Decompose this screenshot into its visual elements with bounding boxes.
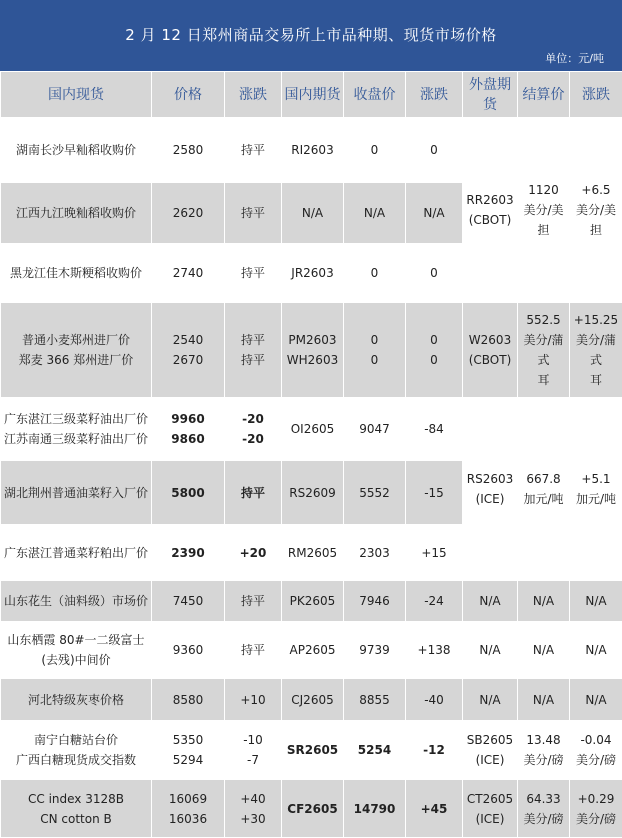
futures-close: 9047 xyxy=(344,398,406,461)
spot-name-line: (去残)中间价 xyxy=(3,650,149,670)
column-header-row xyxy=(1,72,622,118)
col-header-foreign-futures: 外盘期货 xyxy=(463,72,518,118)
spot-name: 江西九江晚籼稻收购价 xyxy=(1,183,152,244)
spot-name: 湖南长沙早籼稻收购价 xyxy=(1,118,152,183)
col-header-close: 收盘价 xyxy=(344,72,406,118)
spot-price: 2740 xyxy=(152,244,225,303)
foreign-futures: N/A xyxy=(463,581,518,622)
spot-name-line: 普通小麦郑州进厂价 xyxy=(3,330,149,350)
spot-change xyxy=(225,780,282,838)
spot-price xyxy=(152,398,225,461)
col-header-price: 价格 xyxy=(152,72,225,118)
foreign-futures xyxy=(463,118,518,303)
spot-name xyxy=(1,721,152,780)
futures-change xyxy=(406,303,463,398)
futures-contract-line: PM2603 xyxy=(284,330,341,350)
spot-price-line: 5294 xyxy=(154,750,222,770)
col-header-futures-change: 涨跌 xyxy=(406,72,463,118)
foreign-contract: CT2605 xyxy=(465,789,515,809)
table-row xyxy=(1,303,622,398)
table-row xyxy=(1,118,622,183)
settle-change xyxy=(570,780,622,838)
futures-close-line: 0 xyxy=(346,330,403,350)
futures-contract: PK2605 xyxy=(282,581,344,622)
futures-contract: CF2605 xyxy=(282,780,344,838)
settle-price: N/A xyxy=(518,581,570,622)
spot-price: 2620 xyxy=(152,183,225,244)
futures-change: 0 xyxy=(406,244,463,303)
spot-price-line: 9960 xyxy=(154,409,222,429)
settle-change-unit: 美分/美担 xyxy=(572,200,620,240)
spot-name: 广东湛江普通菜籽粕出厂价 xyxy=(1,525,152,581)
spot-change: 持平 xyxy=(225,118,282,183)
futures-change: +15 xyxy=(406,525,463,581)
futures-contract: SR2605 xyxy=(282,721,344,780)
settle-unit: 美分/蒲式 xyxy=(520,330,567,370)
settle-change: N/A xyxy=(570,581,622,622)
futures-change: -24 xyxy=(406,581,463,622)
settle-price xyxy=(518,721,570,780)
spot-name: 山东花生（油料级）市场价 xyxy=(1,581,152,622)
settle-change-unit: 美分/磅 xyxy=(572,750,620,770)
settle-change-unit: 加元/吨 xyxy=(572,489,620,509)
col-header-domestic-spot: 国内现货 xyxy=(1,72,152,118)
spot-price-line: 16036 xyxy=(154,809,222,829)
spot-price: 2580 xyxy=(152,118,225,183)
spot-name-line: 郑麦 366 郑州进厂价 xyxy=(3,350,149,370)
settle-change-unit: 耳 xyxy=(572,370,620,390)
spot-price xyxy=(152,721,225,780)
settle-change xyxy=(570,118,622,303)
spot-price: 2390 xyxy=(152,525,225,581)
settle-change-value: +5.1 xyxy=(572,469,620,489)
futures-contract xyxy=(282,303,344,398)
table-row xyxy=(1,581,622,622)
futures-change: N/A xyxy=(406,183,463,244)
futures-change: -40 xyxy=(406,679,463,721)
futures-change: -15 xyxy=(406,461,463,525)
futures-close: 14790 xyxy=(344,780,406,838)
spot-name: 河北特级灰枣价格 xyxy=(1,679,152,721)
foreign-futures xyxy=(463,303,518,398)
futures-contract: RS2609 xyxy=(282,461,344,525)
futures-contract: RM2605 xyxy=(282,525,344,581)
settle-change xyxy=(570,303,622,398)
spot-name-line: CC index 3128B xyxy=(3,789,149,809)
spot-name: 黑龙江佳木斯粳稻收购价 xyxy=(1,244,152,303)
settle-value: 552.5 xyxy=(520,310,567,330)
futures-contract: N/A xyxy=(282,183,344,244)
spot-name-line: 山东栖霞 80#一二级富士 xyxy=(3,630,149,650)
futures-change: -84 xyxy=(406,398,463,461)
futures-close: N/A xyxy=(344,183,406,244)
spot-name xyxy=(1,780,152,838)
spot-price-line: 2670 xyxy=(154,350,222,370)
futures-contract: JR2603 xyxy=(282,244,344,303)
foreign-futures xyxy=(463,721,518,780)
foreign-exchange: (CBOT) xyxy=(465,350,515,370)
futures-close xyxy=(344,303,406,398)
settle-unit: 耳 xyxy=(520,370,567,390)
spot-name-line: 南宁白糖站台价 xyxy=(3,730,149,750)
foreign-contract: SB2605 xyxy=(465,730,515,750)
futures-change-line: 0 xyxy=(408,350,460,370)
futures-close: 5254 xyxy=(344,721,406,780)
spot-change: 持平 xyxy=(225,183,282,244)
futures-change-line: 0 xyxy=(408,330,460,350)
spot-change: 持平 xyxy=(225,622,282,679)
spot-change xyxy=(225,303,282,398)
table-row xyxy=(1,721,622,780)
foreign-exchange: (ICE) xyxy=(465,809,515,829)
col-header-settle: 结算价 xyxy=(518,72,570,118)
spot-change-line: -20 xyxy=(227,429,279,449)
foreign-futures xyxy=(463,398,518,581)
spot-name xyxy=(1,303,152,398)
spot-price: 5800 xyxy=(152,461,225,525)
col-header-settle-change: 涨跌 xyxy=(570,72,622,118)
spot-change xyxy=(225,721,282,780)
price-table xyxy=(0,71,622,838)
spot-change-line: -10 xyxy=(227,730,279,750)
settle-value: 13.48 xyxy=(520,730,567,750)
spot-name xyxy=(1,622,152,679)
futures-contract: RI2603 xyxy=(282,118,344,183)
settle-change: N/A xyxy=(570,679,622,721)
table-header-banner xyxy=(0,0,622,71)
col-header-change: 涨跌 xyxy=(225,72,282,118)
settle-price xyxy=(518,118,570,303)
spot-change xyxy=(225,398,282,461)
spot-change: +10 xyxy=(225,679,282,721)
settle-price xyxy=(518,398,570,581)
futures-contract: AP2605 xyxy=(282,622,344,679)
settle-unit: 加元/吨 xyxy=(520,489,567,509)
spot-price-line: 16069 xyxy=(154,789,222,809)
futures-close: 0 xyxy=(344,118,406,183)
foreign-contract: W2603 xyxy=(465,330,515,350)
foreign-futures: N/A xyxy=(463,679,518,721)
settle-change xyxy=(570,398,622,581)
futures-close: 0 xyxy=(344,244,406,303)
spot-change: 持平 xyxy=(225,461,282,525)
spot-change-line: 持平 xyxy=(227,330,279,350)
futures-close: 7946 xyxy=(344,581,406,622)
futures-change: +45 xyxy=(406,780,463,838)
futures-close-line: 0 xyxy=(346,350,403,370)
futures-close: 2303 xyxy=(344,525,406,581)
settle-price xyxy=(518,303,570,398)
settle-unit: 美分/美担 xyxy=(520,200,567,240)
settle-change-unit: 美分/磅 xyxy=(572,809,620,829)
settle-change-value: +15.25 xyxy=(572,310,620,330)
foreign-exchange: (ICE) xyxy=(465,489,515,509)
spot-change: 持平 xyxy=(225,581,282,622)
table-row xyxy=(1,622,622,679)
futures-contract: CJ2605 xyxy=(282,679,344,721)
table-row xyxy=(1,398,622,461)
foreign-contract: RR2603 xyxy=(465,190,515,210)
spot-price: 9360 xyxy=(152,622,225,679)
table-row xyxy=(1,679,622,721)
spot-price-line: 9860 xyxy=(154,429,222,449)
futures-change: +138 xyxy=(406,622,463,679)
foreign-exchange: (ICE) xyxy=(465,750,515,770)
settle-value: 1120 xyxy=(520,180,567,200)
col-header-domestic-futures: 国内期货 xyxy=(282,72,344,118)
foreign-futures xyxy=(463,780,518,838)
foreign-exchange: (CBOT) xyxy=(465,210,515,230)
spot-name-line: 广西白糖现货成交指数 xyxy=(3,750,149,770)
spot-price: 7450 xyxy=(152,581,225,622)
settle-change-value: -0.04 xyxy=(572,730,620,750)
spot-price: 8580 xyxy=(152,679,225,721)
futures-close: 8855 xyxy=(344,679,406,721)
settle-price: N/A xyxy=(518,622,570,679)
spot-change-line: 持平 xyxy=(227,350,279,370)
futures-close: 5552 xyxy=(344,461,406,525)
spot-name: 湖北荆州普通油菜籽入厂价 xyxy=(1,461,152,525)
foreign-contract: RS2603 xyxy=(465,469,515,489)
settle-price: N/A xyxy=(518,679,570,721)
settle-change xyxy=(570,721,622,780)
settle-unit: 美分/磅 xyxy=(520,809,567,829)
futures-contract-line: WH2603 xyxy=(284,350,341,370)
settle-change: N/A xyxy=(570,622,622,679)
futures-contract: OI2605 xyxy=(282,398,344,461)
spot-change-line: -7 xyxy=(227,750,279,770)
table-row xyxy=(1,780,622,838)
futures-change: 0 xyxy=(406,118,463,183)
futures-close: 9739 xyxy=(344,622,406,679)
settle-value: 667.8 xyxy=(520,469,567,489)
spot-change: +20 xyxy=(225,525,282,581)
spot-price-line: 2540 xyxy=(154,330,222,350)
spot-change-line: +40 xyxy=(227,789,279,809)
foreign-futures: N/A xyxy=(463,622,518,679)
futures-change: -12 xyxy=(406,721,463,780)
settle-change-value: +6.5 xyxy=(572,180,620,200)
settle-change-unit: 美分/蒲式 xyxy=(572,330,620,370)
spot-price-line: 5350 xyxy=(154,730,222,750)
spot-name-line: CN cotton B xyxy=(3,809,149,829)
settle-value: 64.33 xyxy=(520,789,567,809)
spot-change-line: +30 xyxy=(227,809,279,829)
spot-change: 持平 xyxy=(225,244,282,303)
settle-unit: 美分/磅 xyxy=(520,750,567,770)
spot-name-line: 广东湛江三级菜籽油出厂价 xyxy=(3,409,149,429)
spot-name xyxy=(1,398,152,461)
spot-name-line: 江苏南通三级菜籽油出厂价 xyxy=(3,429,149,449)
spot-price xyxy=(152,303,225,398)
unit-label: 单位：元/吨 xyxy=(545,50,604,66)
page-title: 2 月 12 日郑州商品交易所上市品种期、现货市场价格 xyxy=(0,24,622,45)
settle-change-value: +0.29 xyxy=(572,789,620,809)
settle-price xyxy=(518,780,570,838)
spot-change-line: -20 xyxy=(227,409,279,429)
spot-price xyxy=(152,780,225,838)
